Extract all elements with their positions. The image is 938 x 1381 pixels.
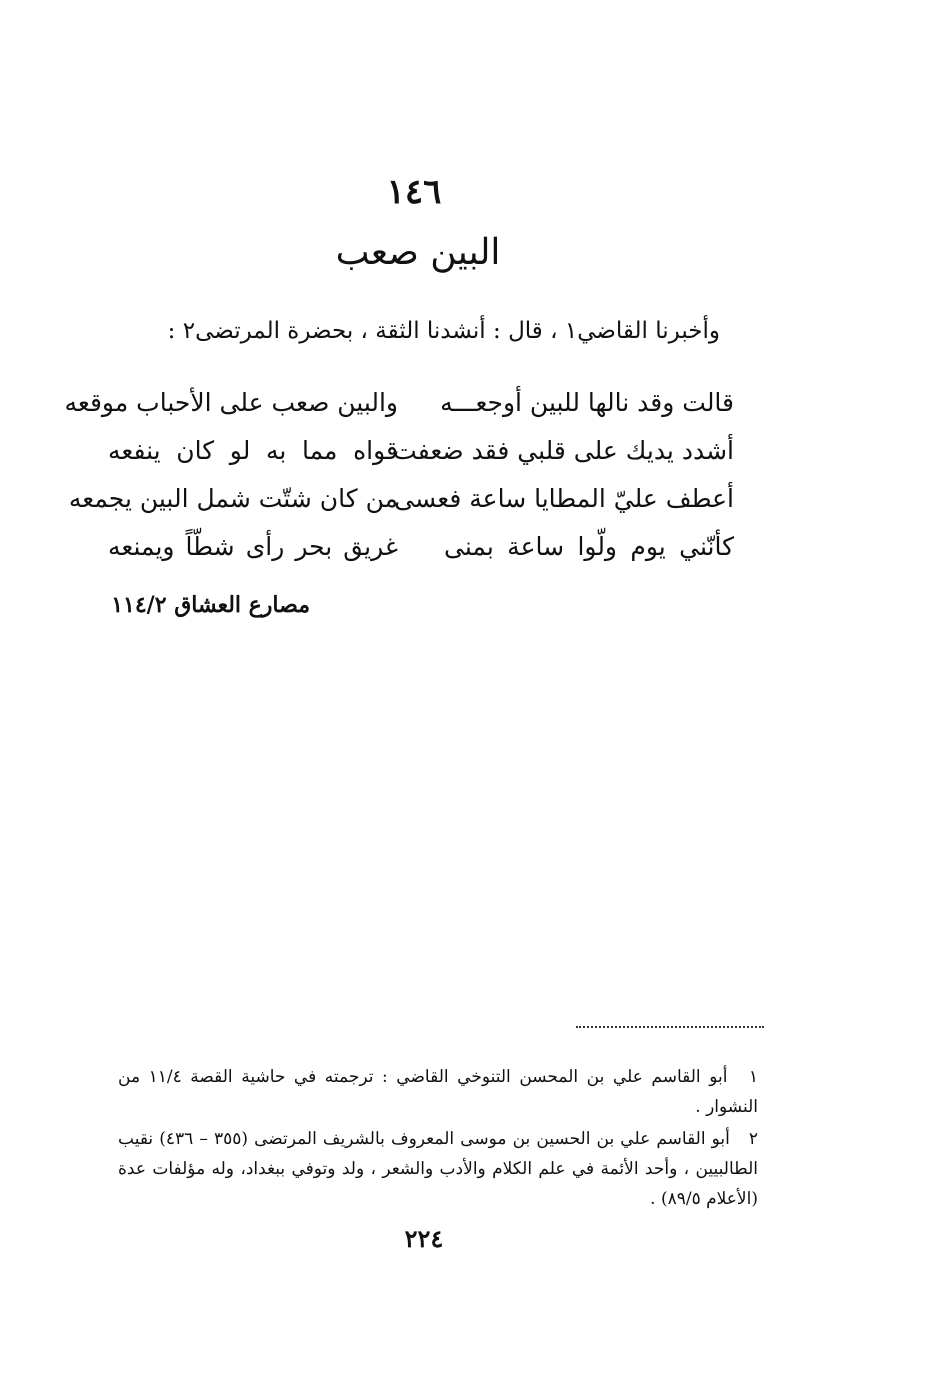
footnote-text: أبو القاسم علي بن الحسين بن موسى المعروف بالشريف المرتضى (٣٥٥ – ٤٣٦) نقيب الطالبيين ، وأحد الأئمة في علم الكلام والأدب والشعر ، ولد وتوفي ببغداد، وله مؤلفات عدة (الأعلام ٨٩/٥) . bbox=[118, 1129, 758, 1209]
verse-line bbox=[108, 426, 734, 474]
verse-second-hemistich: قواه مما به لو كان ينفعه bbox=[108, 435, 398, 465]
verse-first-hemistich: قالت وقد نالها للبين أوجعـــه bbox=[440, 387, 734, 417]
verse-line bbox=[64, 378, 734, 426]
verse-second-hemistich: غريق بحر رأى شطّاً ويمنعه bbox=[108, 531, 398, 561]
footnote-divider bbox=[576, 1026, 764, 1028]
page-number: ٢٢٤ bbox=[404, 1224, 444, 1253]
source-citation: مصارع العشاق ١١٤/٢ bbox=[111, 592, 310, 618]
verse-second-hemistich: من كان شتّت شمل البين يجمعه bbox=[68, 483, 398, 513]
verse-first-hemistich: أشدد يديك على قلبي فقد ضعفت bbox=[393, 435, 734, 465]
footnote-text: أبو القاسم علي بن المحسن التنوخي القاضي : ترجمته في حاشية القصة ١١/٤ من النشوار . bbox=[118, 1067, 758, 1117]
poem bbox=[64, 378, 734, 570]
intro-line: وأخبرنا القاضي١ ، قال : أنشدنا الثقة ، بحضرة المرتضى٢ : bbox=[167, 318, 720, 344]
footnote bbox=[118, 1124, 758, 1214]
footnotes bbox=[118, 1062, 758, 1216]
verse-first-hemistich: أعطف عليّ المطايا ساعة فعسى bbox=[394, 483, 734, 513]
footnote bbox=[118, 1062, 758, 1122]
footnote-number: ٢ bbox=[748, 1129, 758, 1149]
footnote-number: ١ bbox=[748, 1067, 758, 1087]
verse-first-hemistich: كأنّني يوم ولّوا ساعة بمنى bbox=[444, 531, 734, 561]
chapter-title: البين صعب bbox=[335, 232, 501, 273]
chapter-number: ١٤٦ bbox=[386, 172, 442, 212]
verse-line bbox=[108, 522, 734, 570]
verse-second-hemistich: والبين صعب على الأحباب موقعه bbox=[64, 387, 398, 417]
verse-line bbox=[68, 474, 734, 522]
